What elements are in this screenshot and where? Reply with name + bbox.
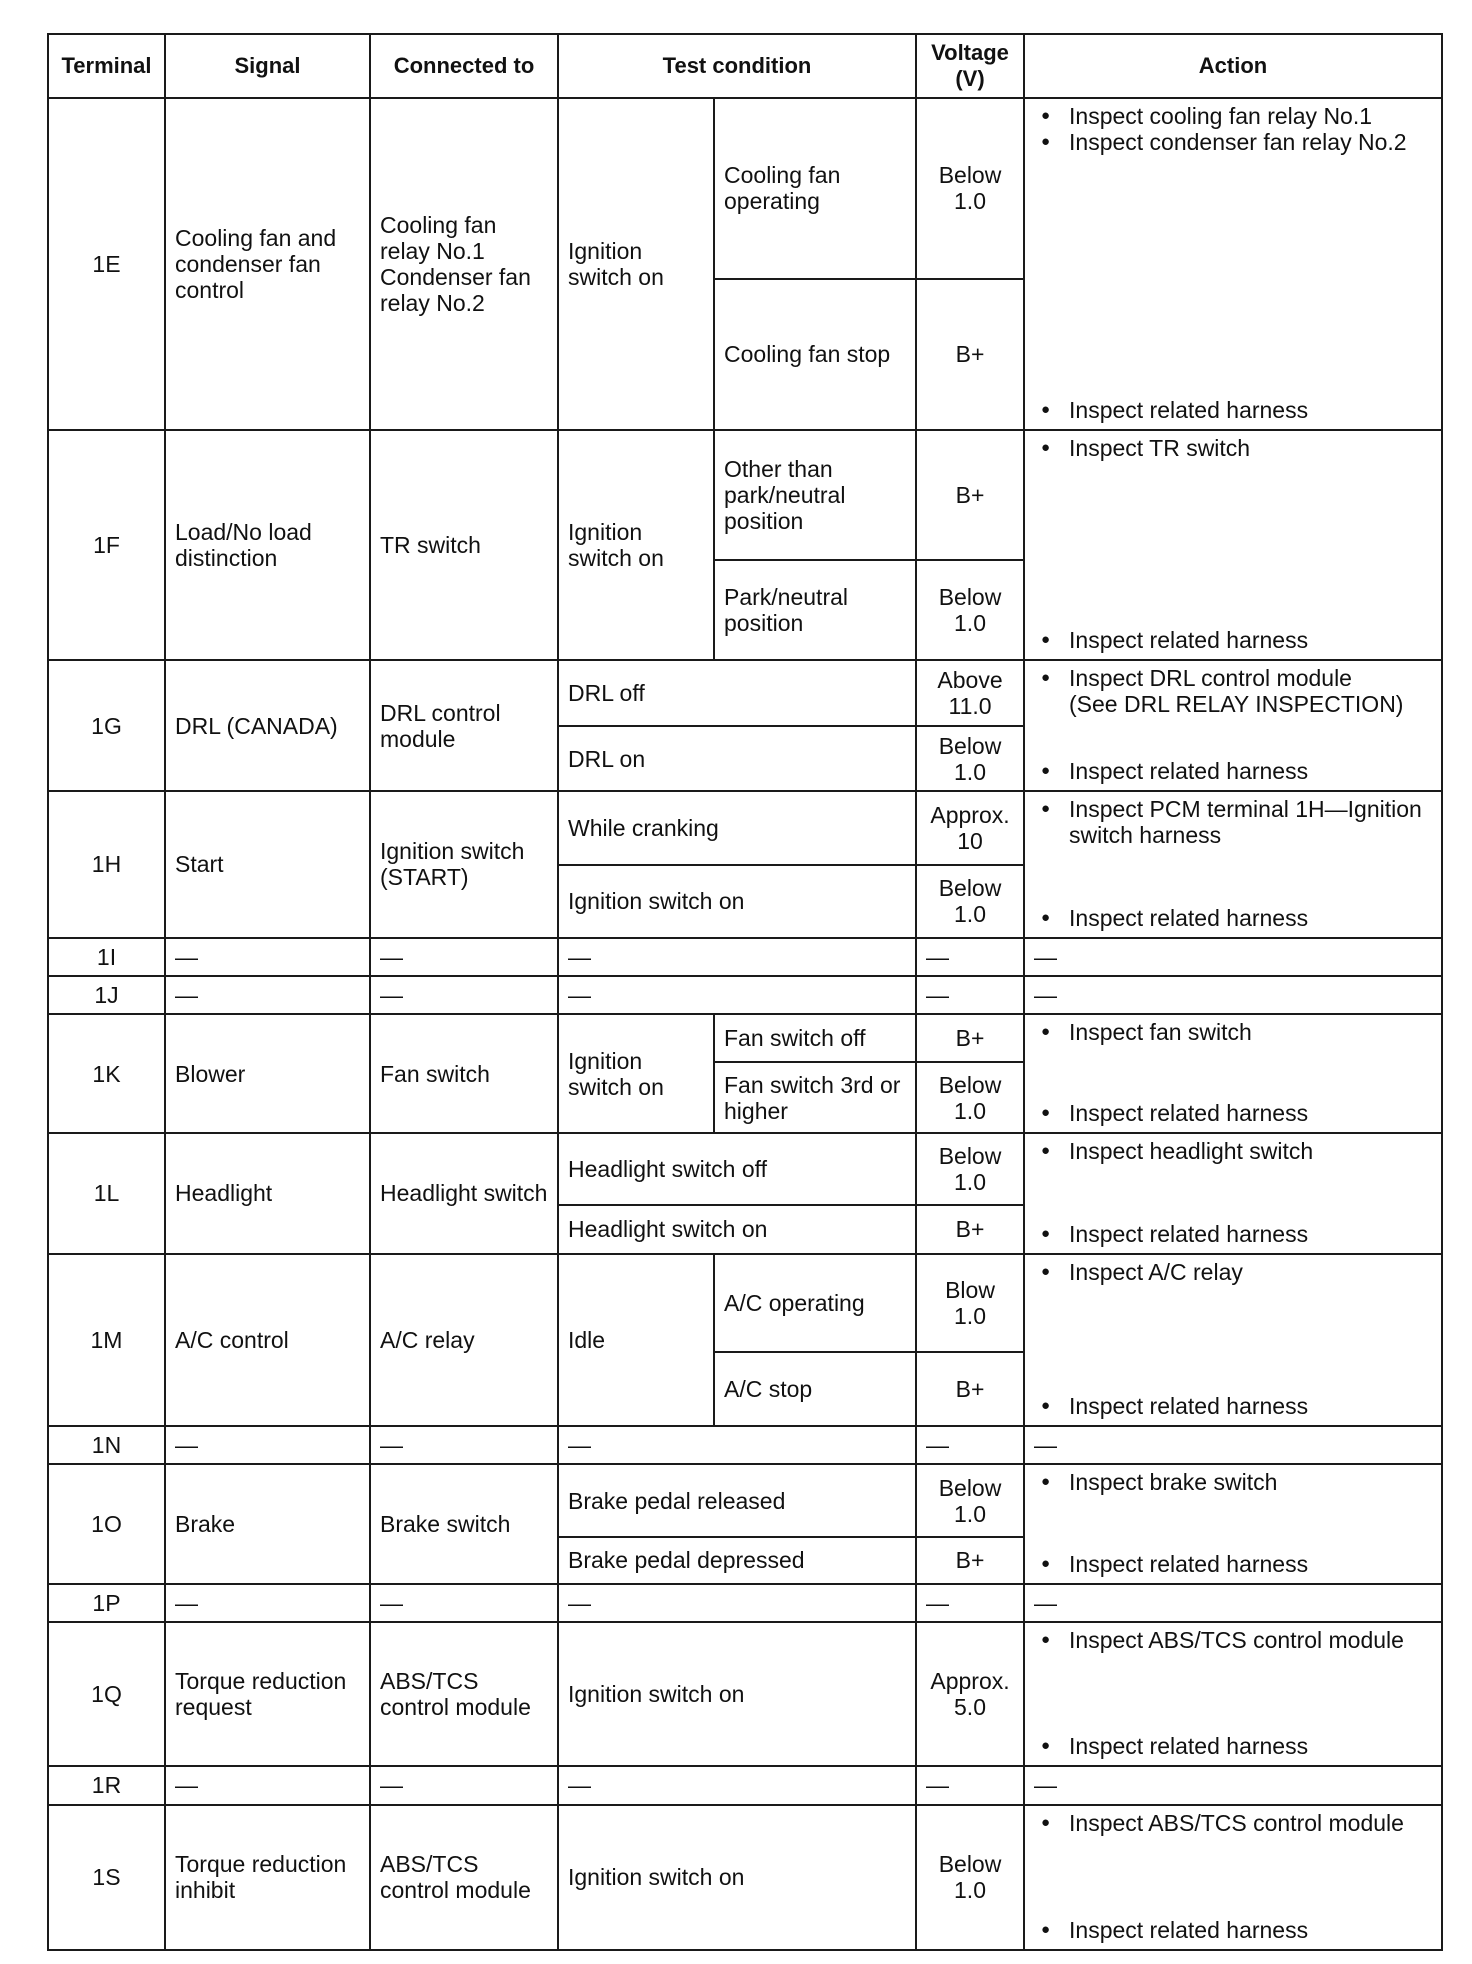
header-terminal: Terminal <box>48 34 165 98</box>
empty-cell: — <box>370 1766 558 1804</box>
connected-to-cell: Headlight switch <box>370 1133 558 1253</box>
condition-cell: Brake pedal released <box>558 1464 916 1537</box>
action-cell <box>1024 660 1442 791</box>
empty-cell: — <box>916 1426 1024 1464</box>
condition-cell: Ignition switch on <box>558 430 714 660</box>
connected-to-cell: Brake switch <box>370 1464 558 1583</box>
action-item: ● Inspect headlight switch <box>1039 1138 1433 1164</box>
terminal-cell: 1G <box>48 660 165 791</box>
empty-cell: — <box>165 976 370 1014</box>
condition-cell: While cranking <box>558 791 916 865</box>
empty-cell: — <box>370 1584 558 1622</box>
action-item: ● Inspect TR switch <box>1039 435 1433 461</box>
header-connected-to: Connected to <box>370 34 558 98</box>
signal-cell: DRL (CANADA) <box>165 660 370 791</box>
action-item: ● Inspect ABS/TCS control module <box>1039 1627 1433 1653</box>
action-item: ● Inspect ABS/TCS control module <box>1039 1810 1433 1836</box>
action-list <box>1039 1259 1433 1420</box>
terminal-cell: 1R <box>48 1766 165 1804</box>
action-list <box>1039 1469 1433 1576</box>
action-cell <box>1024 1464 1442 1583</box>
voltage-cell: Approx. 5.0 <box>916 1622 1024 1766</box>
connected-to-cell: DRL control module <box>370 660 558 791</box>
header-test-condition: Test condition <box>558 34 916 98</box>
terminal-cell: 1K <box>48 1014 165 1133</box>
terminal-cell: 1H <box>48 791 165 937</box>
action-cell <box>1024 1254 1442 1427</box>
action-item: ● Inspect related harness <box>1039 1221 1433 1247</box>
sub-condition-cell: Fan switch off <box>714 1014 916 1061</box>
table-row-1h <box>48 791 1442 865</box>
action-item: ● Inspect related harness <box>1039 1551 1433 1577</box>
condition-cell: DRL off <box>558 660 916 726</box>
connected-to-cell: Ignition switch (START) <box>370 791 558 937</box>
terminal-cell: 1O <box>48 1464 165 1583</box>
table-row-1m <box>48 1254 1442 1353</box>
sub-condition-cell: Fan switch 3rd or higher <box>714 1062 916 1134</box>
action-item: ● Inspect A/C relay <box>1039 1259 1433 1285</box>
table-row-1e <box>48 98 1442 279</box>
action-item: ● Inspect related harness <box>1039 905 1433 931</box>
empty-cell: — <box>558 1584 916 1622</box>
voltage-cell: Approx. 10 <box>916 791 1024 865</box>
terminal-cell: 1S <box>48 1805 165 1951</box>
table-row-1j <box>48 976 1442 1014</box>
action-item: ● Inspect brake switch <box>1039 1469 1433 1495</box>
action-item: ● Inspect related harness <box>1039 627 1433 653</box>
action-note: (See DRL RELAY INSPECTION) <box>1069 691 1404 718</box>
voltage-cell: Above 11.0 <box>916 660 1024 726</box>
terminal-cell: 1N <box>48 1426 165 1464</box>
action-item: ● Inspect cooling fan relay No.1 <box>1039 103 1433 129</box>
empty-cell: — <box>165 938 370 976</box>
header-action: Action <box>1024 34 1442 98</box>
voltage-cell: Below 1.0 <box>916 1133 1024 1205</box>
terminal-cell: 1F <box>48 430 165 660</box>
voltage-cell: B+ <box>916 279 1024 430</box>
condition-cell: Headlight switch off <box>558 1133 916 1205</box>
connected-to-cell: TR switch <box>370 430 558 660</box>
condition-cell: Brake pedal depressed <box>558 1537 916 1583</box>
table-row-1n <box>48 1426 1442 1464</box>
voltage-cell: Below 1.0 <box>916 726 1024 792</box>
empty-cell: — <box>1024 938 1442 976</box>
empty-cell: — <box>1024 976 1442 1014</box>
connected-to-cell: ABS/TCS control module <box>370 1805 558 1951</box>
empty-cell: — <box>165 1584 370 1622</box>
action-list <box>1039 665 1433 784</box>
connected-to-cell: Fan switch <box>370 1014 558 1133</box>
action-item: ● Inspect related harness <box>1039 758 1433 784</box>
header-voltage: Voltage (V) <box>916 34 1024 98</box>
empty-cell: — <box>1024 1426 1442 1464</box>
action-cell <box>1024 791 1442 937</box>
condition-cell: Ignition switch on <box>558 1014 714 1133</box>
action-item: ● Inspect related harness <box>1039 1100 1433 1126</box>
action-list <box>1039 1810 1433 1944</box>
empty-cell: — <box>165 1426 370 1464</box>
action-item: ● Inspect related harness <box>1039 1733 1433 1759</box>
table-row-1p <box>48 1584 1442 1622</box>
sub-condition-cell: Cooling fan stop <box>714 279 916 430</box>
voltage-cell: Blow 1.0 <box>916 1254 1024 1353</box>
connected-to-cell: ABS/TCS control module <box>370 1622 558 1766</box>
sub-condition-cell: Park/neutral position <box>714 560 916 660</box>
action-list <box>1039 796 1433 930</box>
action-list <box>1039 435 1433 653</box>
empty-cell: — <box>1024 1766 1442 1804</box>
action-cell <box>1024 1622 1442 1766</box>
empty-cell: — <box>165 1766 370 1804</box>
empty-cell: — <box>370 938 558 976</box>
action-list <box>1039 1627 1433 1759</box>
terminal-cell: 1E <box>48 98 165 430</box>
terminal-cell: 1I <box>48 938 165 976</box>
signal-cell: Cooling fan and condenser fan control <box>165 98 370 430</box>
voltage-cell: B+ <box>916 1352 1024 1426</box>
table-row-1s <box>48 1805 1442 1951</box>
empty-cell: — <box>916 938 1024 976</box>
voltage-cell: Below 1.0 <box>916 865 1024 938</box>
action-item: ● Inspect PCM terminal 1H—Ignition switch harness <box>1039 796 1433 848</box>
empty-cell: — <box>916 976 1024 1014</box>
terminal-cell: 1L <box>48 1133 165 1253</box>
terminal-cell: 1M <box>48 1254 165 1427</box>
condition-cell: Headlight switch on <box>558 1205 916 1253</box>
action-cell <box>1024 1133 1442 1253</box>
signal-cell: Torque reduction inhibit <box>165 1805 370 1951</box>
condition-cell: Ignition switch on <box>558 1622 916 1766</box>
condition-cell: Ignition switch on <box>558 98 714 430</box>
action-list <box>1039 1019 1433 1126</box>
table-row-1r <box>48 1766 1442 1804</box>
condition-cell: Ignition switch on <box>558 865 916 938</box>
table-row-1f <box>48 430 1442 560</box>
connected-to-cell: A/C relay <box>370 1254 558 1427</box>
table-row-1q <box>48 1622 1442 1766</box>
table-row-1o <box>48 1464 1442 1537</box>
action-item: ● Inspect DRL control module <box>1039 665 1433 691</box>
voltage-cell: B+ <box>916 1205 1024 1253</box>
empty-cell: — <box>558 1426 916 1464</box>
action-cell <box>1024 1014 1442 1133</box>
connected-to-cell: Cooling fan relay No.1 Condenser fan relay No.2 <box>370 98 558 430</box>
action-list <box>1039 103 1433 423</box>
voltage-cell: B+ <box>916 1014 1024 1061</box>
signal-cell: Brake <box>165 1464 370 1583</box>
condition-cell: DRL on <box>558 726 916 792</box>
sub-condition-cell: A/C stop <box>714 1352 916 1426</box>
action-cell <box>1024 430 1442 660</box>
condition-cell: Ignition switch on <box>558 1805 916 1951</box>
terminal-cell: 1Q <box>48 1622 165 1766</box>
empty-cell: — <box>370 976 558 1014</box>
empty-cell: — <box>558 1766 916 1804</box>
pcm-terminal-voltage-table <box>47 33 1443 1951</box>
table-row-1i <box>48 938 1442 976</box>
signal-cell: A/C control <box>165 1254 370 1427</box>
voltage-cell: Below 1.0 <box>916 1805 1024 1951</box>
signal-cell: Blower <box>165 1014 370 1133</box>
empty-cell: — <box>916 1584 1024 1622</box>
empty-cell: — <box>370 1426 558 1464</box>
voltage-cell: Below 1.0 <box>916 1464 1024 1537</box>
action-item: ● Inspect fan switch <box>1039 1019 1433 1045</box>
header-row <box>48 34 1442 98</box>
voltage-cell: Below 1.0 <box>916 1062 1024 1134</box>
table-row-1l <box>48 1133 1442 1205</box>
condition-cell: Idle <box>558 1254 714 1427</box>
signal-cell: Headlight <box>165 1133 370 1253</box>
voltage-cell: Below 1.0 <box>916 98 1024 279</box>
table-row-1k <box>48 1014 1442 1061</box>
voltage-cell: B+ <box>916 1537 1024 1583</box>
action-item: ● Inspect condenser fan relay No.2 <box>1039 129 1433 155</box>
empty-cell: — <box>558 976 916 1014</box>
signal-cell: Start <box>165 791 370 937</box>
voltage-cell: Below 1.0 <box>916 560 1024 660</box>
voltage-cell: B+ <box>916 430 1024 560</box>
header-signal: Signal <box>165 34 370 98</box>
action-item: ● Inspect related harness <box>1039 1393 1433 1419</box>
action-item: ● Inspect related harness <box>1039 397 1433 423</box>
terminal-cell: 1J <box>48 976 165 1014</box>
empty-cell: — <box>916 1766 1024 1804</box>
table-row-1g <box>48 660 1442 726</box>
signal-cell: Load/No load distinction <box>165 430 370 660</box>
action-cell <box>1024 98 1442 430</box>
empty-cell: — <box>1024 1584 1442 1622</box>
terminal-cell: 1P <box>48 1584 165 1622</box>
sub-condition-cell: A/C operating <box>714 1254 916 1353</box>
sub-condition-cell: Other than park/neutral position <box>714 430 916 560</box>
action-item: ● Inspect related harness <box>1039 1917 1433 1943</box>
sub-condition-cell: Cooling fan operating <box>714 98 916 279</box>
action-cell <box>1024 1805 1442 1951</box>
action-list <box>1039 1138 1433 1246</box>
signal-cell: Torque reduction request <box>165 1622 370 1766</box>
empty-cell: — <box>558 938 916 976</box>
